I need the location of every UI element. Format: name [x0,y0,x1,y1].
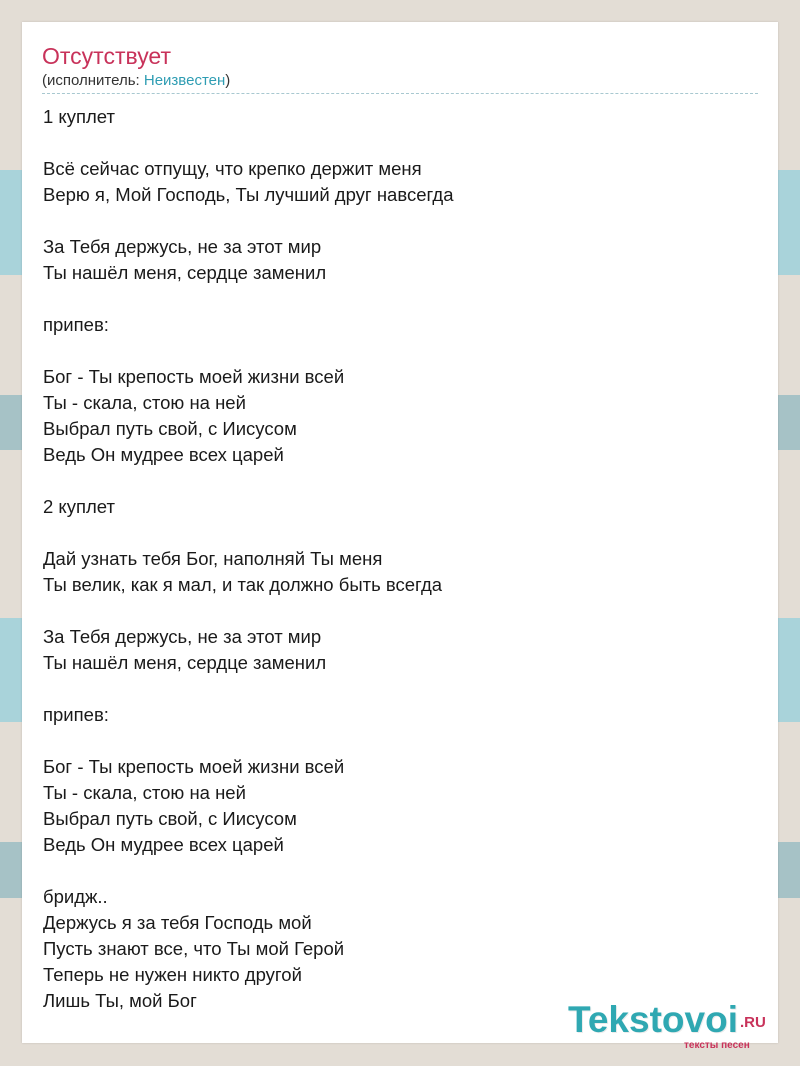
lyric-line: Ведь Он мудрее всех царей [43,834,284,855]
lyric-line: Пусть знают все, что Ты мой Герой [43,938,345,959]
lyric-blank-line [43,598,743,624]
lyric-line: Бог - Ты крепость моей жизни всей [43,366,345,387]
lyric-line: Ты - скала, стою на ней [43,392,246,413]
lyrics-text [43,104,743,1014]
lyric-line: Ведь Он мудрее всех царей [43,444,284,465]
artist-prefix: (исполнитель: [42,72,144,89]
lyric-line: припев: [43,314,109,335]
lyric-blank-line [43,338,743,364]
lyrics-card [22,22,778,1051]
site-logo[interactable] [568,1000,778,1050]
lyric-line: Всё сейчас отпущу, что крепко держит меня [43,158,422,179]
lyric-line: Дай узнать тебя Бог, наполняй Ты меня [43,548,383,569]
lyric-line: бридж.. [43,886,108,907]
lyric-blank-line [43,208,743,234]
header-divider [42,93,758,94]
lyric-blank-line [43,130,743,156]
lyric-line: За Тебя держусь, не за этот мир [43,236,322,257]
lyric-line: Ты нашёл меня, сердце заменил [43,652,327,673]
lyric-line: Выбрал путь свой, с Иисусом [43,418,297,439]
lyric-blank-line [43,286,743,312]
artist-line [42,72,230,90]
lyric-line: Ты нашёл меня, сердце заменил [43,262,327,283]
lyric-line: За Тебя держусь, не за этот мир [43,626,322,647]
lyric-line: Ты велик, как я мал, и так должно быть всегда [43,574,443,595]
lyric-line: Держусь я за тебя Господь мой [43,912,312,933]
logo-domain: .RU [740,1014,766,1031]
lyric-line: Бог - Ты крепость моей жизни всей [43,756,345,777]
lyric-blank-line [43,858,743,884]
lyric-line: 2 куплет [43,496,115,517]
logo-tagline: тексты песен [684,1040,750,1051]
artist-suffix: ) [225,72,231,89]
artist-link[interactable]: Неизвестен [143,72,226,89]
lyric-line: Верю я, Мой Господь, Ты лучший друг навсегда [43,184,454,205]
lyric-blank-line [43,676,743,702]
lyric-line: припев: [43,704,109,725]
lyric-line: Теперь не нужен никто другой [43,964,302,985]
lyric-line: 1 куплет [43,106,115,127]
lyric-blank-line [43,728,743,754]
lyric-line: Выбрал путь свой, с Иисусом [43,808,297,829]
lyric-line: Лишь Ты, мой Бог [43,990,197,1011]
lyric-line: Ты - скала, стою на ней [43,782,246,803]
logo-wordmark: Tekstovoi [568,999,738,1040]
song-title: Отсутствует [42,43,171,69]
lyric-blank-line [43,468,743,494]
lyric-blank-line [43,520,743,546]
